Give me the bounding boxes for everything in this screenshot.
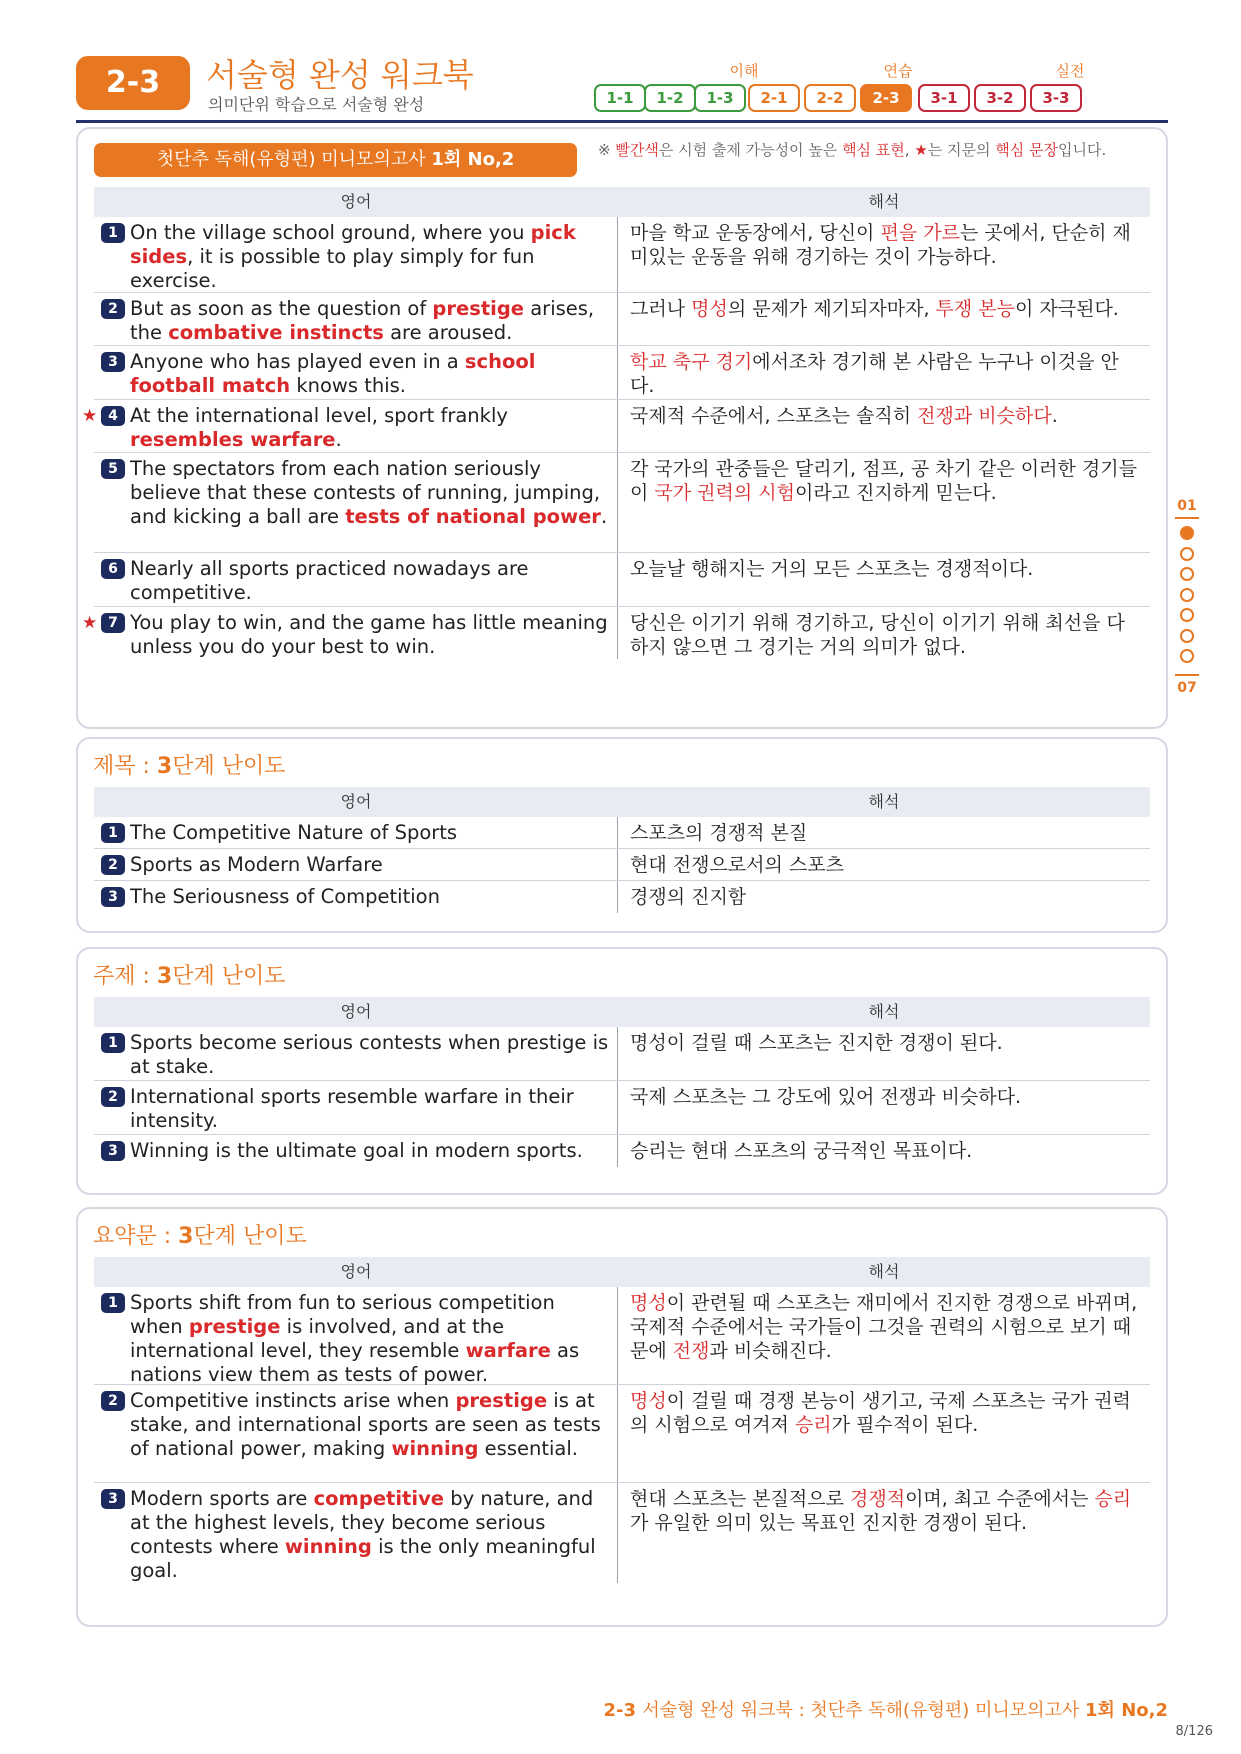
text-segment: 이 관련될 때 스포츠는 재미에서 진지한 경쟁으로 바뀌며, 국제적 수준에서는 국가들이 그것을 권력의 시험으로 보기 때문에: [630, 1292, 1138, 1362]
key-expression: 편을 가르: [880, 222, 960, 244]
text-segment: .: [1051, 405, 1058, 427]
text-segment: 이 걸릴 때 경쟁 본능이 생기고, 국제 스포츠는 국가 권력의 시험으로 여겨져: [630, 1390, 1131, 1436]
text-segment: But as soon as the question of: [130, 297, 433, 320]
column-header-korean: 해석: [868, 192, 900, 211]
english-cell: [82, 607, 618, 659]
english-cell: [94, 1287, 618, 1384]
korean-cell: [618, 1287, 1150, 1384]
korean-text: 국제 스포츠는 그 강도에 있어 전쟁과 비슷하다.: [630, 1086, 1022, 1108]
korean-cell: [618, 453, 1150, 552]
key-expression: 명성: [630, 1390, 667, 1412]
table-row: [94, 1483, 1150, 1583]
text-segment: 각 국가의 관중들은 달리기, 점프, 공 차기 같은 이러한 경기들이: [630, 458, 1137, 504]
stage-label-real: 실전: [1055, 62, 1085, 80]
korean-cell: [618, 553, 1150, 606]
english-text: The Competitive Nature of Sports: [130, 821, 458, 844]
english-cell: [94, 1483, 618, 1583]
column-header-english: 영어: [340, 1262, 372, 1281]
korean-cell: [618, 1483, 1150, 1583]
header-divider: [76, 120, 1168, 123]
row-number-badge: 7: [101, 613, 125, 633]
table-row: [94, 553, 1150, 607]
table-row: [94, 817, 1150, 849]
stage-button-2-2[interactable]: 2-2: [804, 84, 856, 112]
row-number-badge: 3: [101, 887, 125, 907]
text-segment: You play to win, and the game has little meaning unless you do your best to win.: [130, 611, 608, 658]
row-number-badge: 1: [101, 1293, 125, 1313]
text-segment: 가 필수적이 된다.: [831, 1414, 979, 1436]
table-row: [94, 1135, 1150, 1167]
korean-cell: [618, 400, 1150, 452]
text-segment: 국제적 수준에서, 스포츠는 솔직히: [630, 405, 918, 427]
stage-button-3-1[interactable]: 3-1: [918, 84, 970, 112]
table-header: [94, 997, 1150, 1027]
key-expression: 국가 권력의 시험: [654, 482, 795, 504]
table-header: [94, 1257, 1150, 1287]
column-header-korean: 해석: [868, 1262, 900, 1281]
korean-cell: [618, 817, 1150, 848]
passage-note: ※ 빨간색은 시험 출제 가능성이 높은 핵심 표현, ★는 지문의 핵심 문장입니다.: [598, 141, 1107, 159]
text-segment: 에서조차 경기해 본 사람은 누구나 이것을 안다.: [630, 351, 1119, 397]
table-row: [94, 453, 1150, 553]
table-header: [94, 187, 1150, 217]
korean-cell: [618, 607, 1150, 659]
text-segment: is at stake, and international sports are seen as tests of national power, making: [130, 1389, 601, 1460]
page-footer: 2-3 서술형 완성 워크북 : 첫단추 독해(유형편) 미니모의고사 1회 No,2: [603, 1700, 1168, 1721]
theme-panel: [76, 947, 1168, 1195]
english-cell: [94, 1081, 618, 1134]
english-text: Sports as Modern Warfare: [130, 853, 383, 876]
row-number-badge: 4: [101, 406, 125, 426]
text-segment: 이라고 진지하게 믿는다.: [794, 482, 997, 504]
english-cell: [94, 1385, 618, 1482]
row-number-badge: 1: [101, 223, 125, 243]
table-row: [82, 607, 1150, 659]
english-cell: [82, 400, 618, 452]
progress-divider-bottom: [1175, 674, 1199, 676]
key-expression: warfare: [465, 1339, 551, 1362]
title-table: [94, 787, 1150, 913]
title-section-heading: 제목 : 3단계 난이도: [93, 754, 286, 779]
text-segment: .: [600, 505, 608, 528]
passage-title: 첫단추 독해(유형편) 미니모의고사 1회 No,2: [94, 143, 577, 177]
korean-cell: [618, 1135, 1150, 1167]
text-segment: .: [335, 428, 342, 451]
page-subtitle: 의미단위 학습으로 서술형 완성: [208, 95, 425, 114]
key-expression: 전쟁과 비슷하다: [917, 405, 1052, 427]
text-segment: are aroused.: [383, 321, 513, 344]
row-number-badge: 2: [101, 855, 125, 875]
table-row: [94, 1287, 1150, 1385]
text-segment: as nations view them as tests of power.: [130, 1339, 580, 1386]
english-cell: [94, 217, 618, 292]
row-number-badge: 3: [101, 352, 125, 372]
column-header-korean: 해석: [868, 1002, 900, 1021]
korean-cell: [618, 1081, 1150, 1134]
text-segment: 이며, 최고 수준에서는: [905, 1488, 1095, 1510]
key-expression: 경쟁적: [850, 1488, 906, 1510]
korean-cell: [618, 1385, 1150, 1482]
progress-start-label: 01: [1177, 498, 1197, 514]
english-cell: [94, 881, 618, 913]
english-cell: [94, 346, 618, 399]
stage-button-3-2[interactable]: 3-2: [974, 84, 1026, 112]
korean-cell: [618, 1027, 1150, 1080]
table-row: [94, 881, 1150, 913]
key-expression: competitive: [313, 1487, 444, 1510]
row-number-badge: 6: [101, 559, 125, 579]
text-segment: The spectators from each nation seriously believe that these contests of running, jumping, and kicking a ball are: [130, 457, 601, 528]
english-cell: [94, 817, 618, 848]
english-cell: [94, 293, 618, 345]
korean-cell: [618, 881, 1150, 913]
column-header-korean: 해석: [868, 792, 900, 811]
text-segment: On the village school ground, where you: [130, 221, 531, 244]
table-row: [94, 293, 1150, 346]
text-segment: Modern sports are: [130, 1487, 314, 1510]
key-expression: tests of national power: [345, 505, 601, 528]
row-number-badge: 3: [101, 1141, 125, 1161]
key-expression: winning: [284, 1535, 372, 1558]
column-header-english: 영어: [340, 792, 372, 811]
summary-panel: [76, 1207, 1168, 1627]
row-number-badge: 2: [101, 299, 125, 319]
korean-cell: [618, 293, 1150, 345]
english-cell: [94, 1027, 618, 1080]
key-expression: prestige: [432, 297, 525, 320]
stage-button-1-2[interactable]: 1-2: [644, 84, 696, 112]
english-text: Winning is the ultimate goal in modern sports.: [130, 1139, 583, 1162]
key-expression: 명성: [691, 298, 728, 320]
stage-button-3-3[interactable]: 3-3: [1030, 84, 1082, 112]
progress-divider-top: [1175, 517, 1199, 519]
key-expression: 승리: [1094, 1488, 1132, 1510]
passage-table: [82, 187, 1150, 659]
title-panel: [76, 737, 1168, 933]
column-header-english: 영어: [340, 192, 372, 211]
english-text: The Seriousness of Competition: [130, 885, 440, 908]
progress-dot-icon[interactable]: [1180, 526, 1194, 540]
key-expression: prestige: [455, 1389, 548, 1412]
key-expression: 명성: [630, 1292, 667, 1314]
korean-text: 경쟁의 진지함: [630, 886, 747, 908]
table-row: [94, 1081, 1150, 1135]
stage-navigator: [606, 60, 1168, 116]
text-segment: 가 유일한 의미 있는 목표인 진지한 경쟁이 된다.: [630, 1512, 1028, 1534]
text-segment: 그러나: [630, 298, 692, 320]
table-row: [94, 849, 1150, 881]
key-expression: 학교 축구 경기: [630, 351, 753, 373]
english-cell: [94, 453, 618, 552]
row-number-badge: 1: [101, 823, 125, 843]
table-row: [94, 1385, 1150, 1483]
text-segment: 과 비슷해진다.: [709, 1340, 832, 1362]
summary-table: [94, 1257, 1150, 1583]
key-expression: resembles warfare: [130, 428, 336, 451]
key-expression: winning: [391, 1437, 479, 1460]
progress-dot-icon[interactable]: [1180, 629, 1194, 643]
row-number-badge: 3: [101, 1489, 125, 1509]
text-segment: 마을 학교 운동장에서, 당신이: [630, 222, 881, 244]
text-segment: essential.: [478, 1437, 578, 1460]
english-cell: [94, 1135, 618, 1167]
progress-dot-icon[interactable]: [1180, 588, 1194, 602]
progress-dot-icon[interactable]: [1180, 547, 1194, 561]
stage-button-2-3[interactable]: 2-3: [860, 84, 912, 112]
stage-button-1-1[interactable]: 1-1: [594, 84, 646, 112]
korean-cell: [618, 346, 1150, 399]
page-title: 서술형 완성 워크북: [206, 56, 474, 94]
key-expression: 투쟁 본능: [935, 298, 1015, 320]
text-segment: Sports shift from fun to serious competition when: [130, 1291, 555, 1338]
table-row: [94, 346, 1150, 400]
table-header: [94, 787, 1150, 817]
stage-button-1-3[interactable]: 1-3: [694, 84, 746, 112]
unit-badge: 2-3: [76, 56, 190, 110]
table-row: [94, 217, 1150, 293]
row-number-badge: 5: [101, 459, 125, 479]
row-number-badge: 2: [101, 1087, 125, 1107]
korean-cell: [618, 217, 1150, 292]
stage-button-2-1[interactable]: 2-1: [748, 84, 800, 112]
text-segment: 당신은 이기기 위해 경기하고, 당신이 이기기 위해 최선을 다하지 않으면 그 경기는 거의 의미가 없다.: [630, 612, 1125, 658]
english-text: Sports become serious contests when prestige is at stake.: [130, 1031, 609, 1078]
korean-text: 스포츠의 경쟁적 본질: [630, 822, 808, 844]
progress-dot-icon[interactable]: [1180, 567, 1194, 581]
text-segment: Competitive instincts arise when: [130, 1389, 456, 1412]
column-header-english: 영어: [340, 1002, 372, 1021]
text-segment: 이 자극된다.: [1015, 298, 1119, 320]
key-sentence-star-icon: ★: [82, 406, 98, 426]
korean-text: 현대 전쟁으로서의 스포츠: [630, 854, 844, 876]
english-cell: [94, 849, 618, 880]
korean-text: 승리는 현대 스포츠의 궁극적인 목표이다.: [630, 1140, 973, 1162]
summary-section-heading: 요약문 : 3단계 난이도: [93, 1224, 307, 1249]
table-row: [94, 1027, 1150, 1081]
text-segment: arises, the: [130, 297, 595, 344]
text-segment: Nearly all sports practiced nowadays are competitive.: [130, 557, 529, 604]
table-row: [82, 400, 1150, 453]
english-text: International sports resemble warfare in their intensity.: [130, 1085, 574, 1132]
page-number: 8/126: [1175, 1724, 1213, 1739]
text-segment: by nature, and at the highest levels, they become serious contests where: [130, 1487, 594, 1558]
theme-table: [94, 997, 1150, 1167]
key-sentence-star-icon: ★: [82, 613, 98, 633]
korean-text: 명성이 걸릴 때 스포츠는 진지한 경쟁이 된다.: [630, 1032, 1003, 1054]
text-segment: , it is possible to play simply for fun exercise.: [130, 245, 535, 292]
stage-label-understand: 이해: [729, 62, 759, 80]
text-segment: At the international level, sport frankly: [130, 404, 508, 427]
text-segment: knows this.: [290, 374, 406, 397]
text-segment: 의 문제가 제기되자마자,: [727, 298, 936, 320]
progress-dot-icon[interactable]: [1180, 649, 1194, 663]
text-segment: is involved, and at the international level, they resemble: [130, 1315, 505, 1362]
row-number-badge: 1: [101, 1033, 125, 1053]
stage-label-practice: 연습: [883, 62, 913, 80]
key-expression: prestige: [188, 1315, 281, 1338]
key-expression: combative instincts: [168, 321, 384, 344]
text-segment: 는 곳에서, 단순히 재미있는 운동을 위해 경기하는 것이 가능하다.: [630, 222, 1131, 268]
text-segment: 현대 스포츠는 본질적으로: [630, 1488, 851, 1510]
sentence-progress-nav: [1172, 498, 1202, 698]
key-expression: school football match: [130, 350, 536, 397]
key-expression: pick sides: [130, 221, 576, 268]
text-segment: Anyone who has played even in a: [130, 350, 465, 373]
key-expression: 승리: [794, 1414, 832, 1436]
passage-panel: [76, 127, 1168, 729]
text-segment: is the only meaningful goal.: [130, 1535, 596, 1582]
key-expression: 전쟁: [672, 1340, 710, 1362]
progress-end-label: 07: [1177, 680, 1197, 696]
text-segment: 오늘날 행해지는 거의 모든 스포츠는 경쟁적이다.: [630, 558, 1034, 580]
row-number-badge: 2: [101, 1391, 125, 1411]
english-cell: [94, 553, 618, 606]
korean-cell: [618, 849, 1150, 880]
theme-section-heading: 주제 : 3단계 난이도: [93, 964, 286, 989]
progress-dot-icon[interactable]: [1180, 608, 1194, 622]
